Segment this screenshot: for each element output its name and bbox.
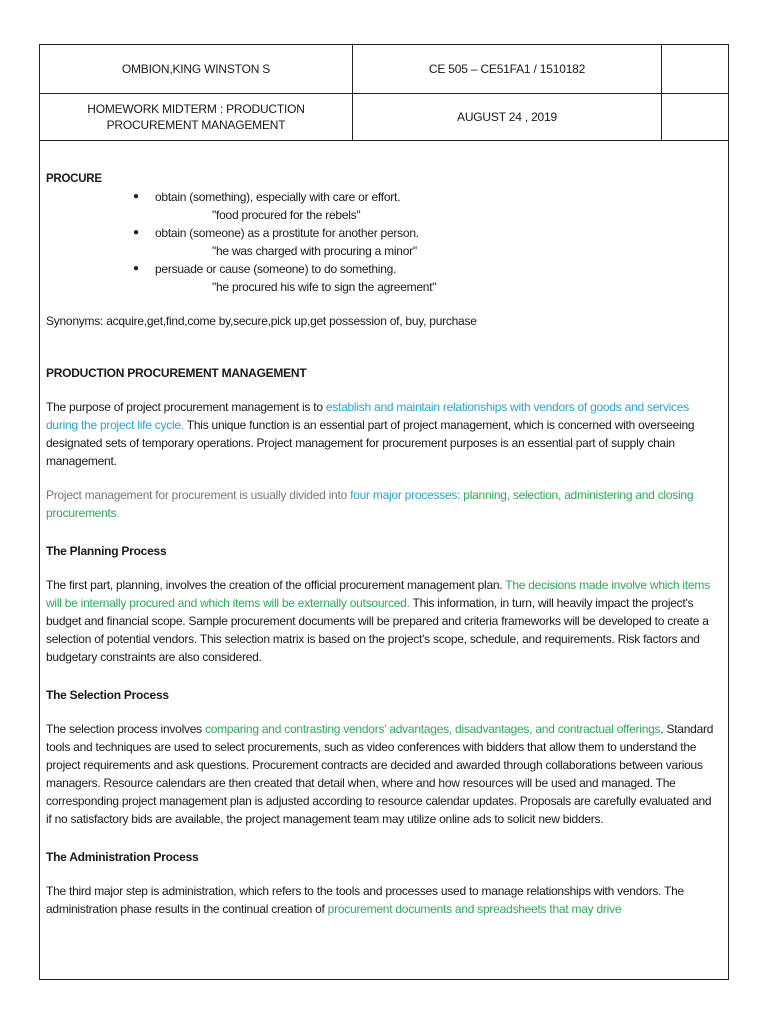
student-name: OMBION,KING WINSTON S [40, 45, 353, 94]
administration-highlight: procurement documents and spreadsheets that may drive [327, 902, 622, 916]
selection-text: The selection process involves [46, 722, 205, 736]
document-body [46, 170, 716, 918]
bullet-icon: ● [133, 191, 139, 202]
selection-paragraph [46, 720, 716, 828]
bullet-icon: ● [133, 263, 139, 274]
ppm-p1-text: The purpose of project procurement management is to [46, 400, 326, 414]
definition-example: "he procured his wife to sign the agreement" [212, 280, 437, 294]
ppm-heading: PRODUCTION PROCUREMENT MANAGEMENT [46, 366, 307, 380]
planning-paragraph [46, 576, 716, 666]
planning-heading: The Planning Process [46, 544, 167, 558]
definition-text: obtain (someone) as a prostitute for another person. [155, 226, 419, 240]
bullet-icon: ● [133, 227, 139, 238]
ppm-p1-rest: This unique function is an essential part of project management, which is concerned with overseeing designated sets of temporary operations. Project management for procurement purposes is an essential part of supply chain management. [46, 418, 695, 468]
definition-text: persuade or cause (someone) to do something. [155, 262, 397, 276]
ppm-p1-highlight: establish and maintain relationships with vendors of goods and services during the project life cycle. [46, 400, 689, 432]
definition-item [133, 260, 716, 296]
definition-item [133, 224, 716, 260]
administration-text: The third major step is administration, which refers to the tools and processes used to manage relationships with vendors. The administration phase results in the continual creation of [46, 884, 684, 916]
administration-paragraph [46, 882, 716, 918]
homework-title-line1: HOMEWORK MIDTERM : PRODUCTION [87, 102, 305, 116]
administration-heading: The Administration Process [46, 850, 199, 864]
definition-example: "food procured for the rebels" [212, 208, 361, 222]
definition-text: obtain (something), especially with care or effort. [155, 190, 401, 204]
ppm-paragraph-2 [46, 486, 716, 522]
planning-highlight: The decisions made involve which items will be internally procured and which items will be externally outsourced. [46, 578, 710, 610]
ppm-p2-processes: planning, selection, administering and closing procurements. [46, 488, 694, 520]
ppm-paragraph-1 [46, 398, 716, 470]
procure-heading: PROCURE [46, 173, 102, 185]
ppm-p2-highlight: four major processes [350, 488, 458, 502]
selection-rest: . Standard tools and techniques are used to select procurements, such as video conferences with bidders that allow them to understand the project requirements and ask questions. Procurement contracts are decided and awarded through collaborations between various managers. Resource calendars are then created that detail when, where and how resources will be used and managed. The corresponding project management plan is adjusted according to resource calendar updates. Proposals are carefully evaluated and if no satisfactory bids are available, the project management team may utilize online ads to solicit new bidders. [46, 722, 714, 826]
empty-cell [662, 45, 729, 94]
definition-item [133, 188, 716, 224]
definition-list [46, 188, 716, 296]
ppm-p2-text: Project management for procurement is usually divided into [46, 488, 351, 502]
definition-example: "he was charged with procuring a minor" [212, 244, 417, 258]
empty-cell [662, 94, 729, 141]
selection-highlight: comparing and contrasting vendors' advantages, disadvantages, and contractual offerings [205, 722, 661, 736]
planning-rest: This information, in turn, will heavily impact the project's budget and financial scope. Sample procurement documents will be prepared and criteria frameworks will be developed to create a selection of potential vendors. This selection matrix is based on the project's scope, schedule, and requirements. Risk factors and budgetary constraints are also considered. [46, 596, 709, 664]
document-page [39, 44, 729, 980]
synonyms-line: Synonyms: acquire,get,find,come by,secure,pick up,get possession of, buy, purchase [46, 314, 477, 328]
homework-title-line2: PROCUREMENT MANAGEMENT [106, 118, 286, 132]
ppm-p2-colon: : [457, 488, 464, 502]
planning-text: The first part, planning, involves the creation of the official procurement management plan. [46, 578, 506, 592]
selection-heading: The Selection Process [46, 688, 169, 702]
submission-date: AUGUST 24 , 2019 [353, 94, 662, 141]
homework-title [40, 94, 353, 141]
header-table [40, 45, 728, 141]
course-code: CE 505 – CE51FA1 / 1510182 [353, 45, 662, 94]
